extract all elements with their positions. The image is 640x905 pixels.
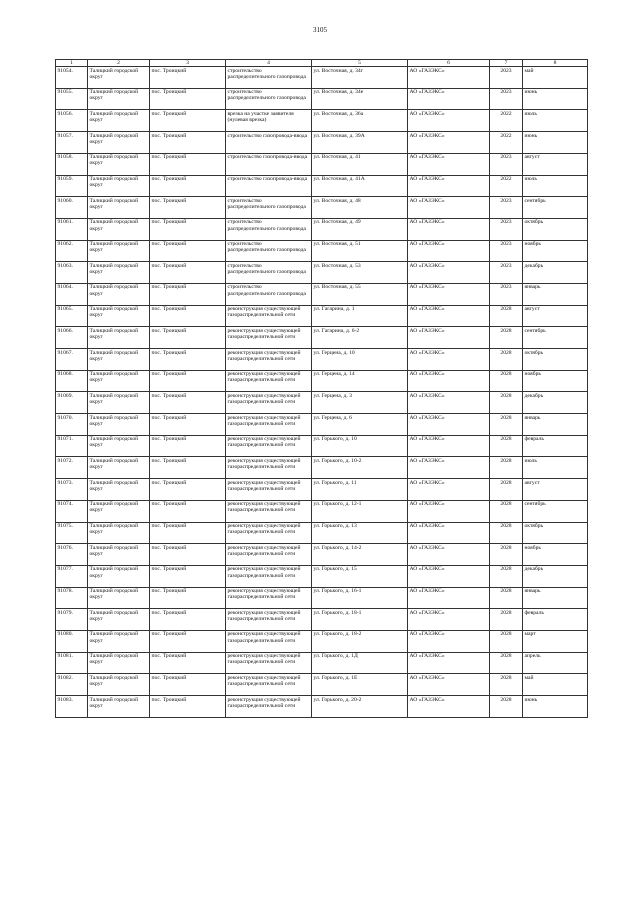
locality-cell: пос. Троицкий [150,240,226,262]
row-number: 91057. [56,132,88,154]
row-number: 91078. [56,587,88,609]
address-cell: ул. Гагарина, д. 1 [312,305,408,327]
column-header: 3 [150,60,226,67]
work-type-cell: врезка на участке заявителя (нулевая врезка) [226,110,312,132]
row-number: 91076. [56,544,88,566]
month-cell: сентябрь [523,197,588,219]
address-cell: ул. Герцена, д. 10 [312,349,408,371]
locality-cell: пос. Троицкий [150,262,226,284]
address-cell: ул. Горького, д. 14-2 [312,544,408,566]
row-number: 91073. [56,479,88,501]
month-cell: сентябрь [523,500,588,522]
district-cell: Талицкий городской округ [88,696,150,718]
column-header: 4 [226,60,312,67]
column-header: 8 [523,60,588,67]
company-cell: АО «ГАЗЭКС» [408,305,490,327]
locality-cell: пос. Троицкий [150,414,226,436]
locality-cell: пос. Троицкий [150,544,226,566]
company-cell: АО «ГАЗЭКС» [408,609,490,631]
company-cell: АО «ГАЗЭКС» [408,565,490,587]
address-cell: ул. Герцена, д. 3 [312,392,408,414]
table-row [56,609,588,631]
work-type-cell: реконструкция существующей газораспределительной сети [226,587,312,609]
row-number: 91063. [56,262,88,284]
work-type-cell: реконструкция существующей газораспределительной сети [226,305,312,327]
year-cell: 2028 [490,630,523,652]
district-cell: Талицкий городской округ [88,370,150,392]
row-number: 91081. [56,652,88,674]
row-number: 91068. [56,370,88,392]
district-cell: Талицкий городской округ [88,435,150,457]
district-cell: Талицкий городской округ [88,522,150,544]
address-cell: ул. Горького, д. 12-1 [312,500,408,522]
locality-cell: пос. Троицкий [150,522,226,544]
month-cell: ноябрь [523,240,588,262]
locality-cell: пос. Троицкий [150,630,226,652]
table-row [56,674,588,696]
company-cell: АО «ГАЗЭКС» [408,587,490,609]
district-cell: Талицкий городской округ [88,587,150,609]
table-row [56,88,588,110]
month-cell: ноябрь [523,370,588,392]
address-cell: ул. Восточная, д. 48 [312,197,408,219]
company-cell: АО «ГАЗЭКС» [408,500,490,522]
table-row [56,587,588,609]
year-cell: 2028 [490,522,523,544]
year-cell: 2028 [490,414,523,436]
work-type-cell: строительство газопровода-ввода [226,153,312,175]
address-cell: ул. Восточная, д. 34г [312,67,408,89]
district-cell: Талицкий городской округ [88,479,150,501]
address-cell: ул. Горького, д. 18-1 [312,609,408,631]
company-cell: АО «ГАЗЭКС» [408,175,490,197]
year-cell: 2022 [490,132,523,154]
year-cell: 2028 [490,327,523,349]
year-cell: 2023 [490,240,523,262]
month-cell: июнь [523,88,588,110]
row-number: 91060. [56,197,88,219]
address-cell: ул. Восточная, д. 41 [312,153,408,175]
company-cell: АО «ГАЗЭКС» [408,630,490,652]
year-cell: 2028 [490,696,523,718]
work-type-cell: реконструкция существующей газораспределительной сети [226,327,312,349]
district-cell: Талицкий городской округ [88,349,150,371]
work-type-cell: строительство распределительного газопровода [226,240,312,262]
year-cell: 2023 [490,88,523,110]
address-cell: ул. Восточная, д. 51 [312,240,408,262]
locality-cell: пос. Троицкий [150,457,226,479]
locality-cell: пос. Троицкий [150,696,226,718]
work-type-cell: строительство газопровода-ввода [226,175,312,197]
company-cell: АО «ГАЗЭКС» [408,696,490,718]
address-cell: ул. Восточная, д. 53 [312,262,408,284]
row-number: 91082. [56,674,88,696]
company-cell: АО «ГАЗЭКС» [408,262,490,284]
address-cell: ул. Горького, д. 10 [312,435,408,457]
month-cell: октябрь [523,349,588,371]
locality-cell: пос. Троицкий [150,197,226,219]
address-cell: ул. Горького, д. 1Д [312,652,408,674]
month-cell: январь [523,587,588,609]
district-cell: Талицкий городской округ [88,88,150,110]
month-cell: октябрь [523,522,588,544]
table-row [56,305,588,327]
locality-cell: пос. Троицкий [150,587,226,609]
locality-cell: пос. Троицкий [150,175,226,197]
company-cell: АО «ГАЗЭКС» [408,457,490,479]
locality-cell: пос. Троицкий [150,370,226,392]
year-cell: 2023 [490,153,523,175]
year-cell: 2028 [490,457,523,479]
locality-cell: пос. Троицкий [150,88,226,110]
row-number: 91072. [56,457,88,479]
district-cell: Талицкий городской округ [88,240,150,262]
table-row [56,175,588,197]
work-type-cell: реконструкция существующей газораспределительной сети [226,696,312,718]
work-type-cell: реконструкция существующей газораспределительной сети [226,370,312,392]
locality-cell: пос. Троицкий [150,349,226,371]
district-cell: Талицкий городской округ [88,305,150,327]
month-cell: декабрь [523,392,588,414]
work-type-cell: реконструкция существующей газораспределительной сети [226,674,312,696]
locality-cell: пос. Троицкий [150,153,226,175]
table-row [56,392,588,414]
company-cell: АО «ГАЗЭКС» [408,283,490,305]
month-cell: октябрь [523,218,588,240]
district-cell: Талицкий городской округ [88,67,150,89]
work-type-cell: реконструкция существующей газораспределительной сети [226,630,312,652]
table-row [56,696,588,718]
company-cell: АО «ГАЗЭКС» [408,674,490,696]
work-type-cell: реконструкция существующей газораспределительной сети [226,435,312,457]
work-type-cell: строительство распределительного газопровода [226,218,312,240]
row-number: 91054. [56,67,88,89]
column-header: 5 [312,60,408,67]
address-cell: ул. Горького, д. 18-2 [312,630,408,652]
locality-cell: пос. Троицкий [150,392,226,414]
work-type-cell: реконструкция существующей газораспределительной сети [226,392,312,414]
month-cell: июнь [523,696,588,718]
year-cell: 2022 [490,110,523,132]
company-cell: АО «ГАЗЭКС» [408,327,490,349]
district-cell: Талицкий городской округ [88,630,150,652]
locality-cell: пос. Троицкий [150,500,226,522]
work-type-cell: реконструкция существующей газораспределительной сети [226,609,312,631]
table-row [56,132,588,154]
district-cell: Талицкий городской округ [88,414,150,436]
address-cell: ул. Восточная, д. 41А [312,175,408,197]
table-row [56,500,588,522]
locality-cell: пос. Троицкий [150,652,226,674]
work-type-cell: реконструкция существующей газораспределительной сети [226,414,312,436]
district-cell: Талицкий городской округ [88,262,150,284]
month-cell: декабрь [523,565,588,587]
column-header: 1 [56,60,88,67]
table-row [56,479,588,501]
row-number: 91080. [56,630,88,652]
locality-cell: пос. Троицкий [150,609,226,631]
year-cell: 2028 [490,305,523,327]
address-cell: ул. Горького, д. 10-2 [312,457,408,479]
row-number: 91055. [56,88,88,110]
year-cell: 2028 [490,587,523,609]
address-cell: ул. Горького, д. 16-1 [312,587,408,609]
table-row [56,652,588,674]
work-type-cell: реконструкция существующей газораспределительной сети [226,652,312,674]
year-cell: 2028 [490,565,523,587]
row-number: 91074. [56,500,88,522]
row-number: 91079. [56,609,88,631]
table-row [56,283,588,305]
locality-cell: пос. Троицкий [150,565,226,587]
address-cell: ул. Гагарина, д. 6-2 [312,327,408,349]
column-number-header-row [56,60,588,67]
work-type-cell: строительство распределительного газопровода [226,88,312,110]
company-cell: АО «ГАЗЭКС» [408,414,490,436]
month-cell: август [523,153,588,175]
locality-cell: пос. Троицкий [150,110,226,132]
month-cell: май [523,674,588,696]
row-number: 91075. [56,522,88,544]
table-row [56,218,588,240]
work-type-cell: строительство газопровода-ввода [226,132,312,154]
district-cell: Талицкий городской округ [88,327,150,349]
address-cell: ул. Восточная, д. 34е [312,88,408,110]
month-cell: сентябрь [523,327,588,349]
year-cell: 2028 [490,435,523,457]
company-cell: АО «ГАЗЭКС» [408,544,490,566]
address-cell: ул. Горького, д. 13 [312,522,408,544]
table-row [56,630,588,652]
month-cell: февраль [523,435,588,457]
row-number: 91064. [56,283,88,305]
year-cell: 2028 [490,349,523,371]
row-number: 91069. [56,392,88,414]
table-row [56,262,588,284]
district-cell: Талицкий городской округ [88,652,150,674]
district-cell: Талицкий городской округ [88,565,150,587]
work-type-cell: реконструкция существующей газораспределительной сети [226,457,312,479]
address-cell: ул. Восточная, д. 36а [312,110,408,132]
company-cell: АО «ГАЗЭКС» [408,132,490,154]
row-number: 91070. [56,414,88,436]
district-cell: Талицкий городской округ [88,283,150,305]
table-row [56,414,588,436]
company-cell: АО «ГАЗЭКС» [408,370,490,392]
table-row [56,370,588,392]
column-header: 2 [88,60,150,67]
row-number: 91083. [56,696,88,718]
locality-cell: пос. Троицкий [150,327,226,349]
row-number: 91067. [56,349,88,371]
column-header: 6 [408,60,490,67]
table-row [56,544,588,566]
month-cell: июль [523,457,588,479]
locality-cell: пос. Троицкий [150,435,226,457]
row-number: 91065. [56,305,88,327]
table-row [56,349,588,371]
table-row [56,457,588,479]
address-cell: ул. Восточная, д. 39А [312,132,408,154]
year-cell: 2028 [490,609,523,631]
year-cell: 2028 [490,544,523,566]
company-cell: АО «ГАЗЭКС» [408,435,490,457]
locality-cell: пос. Троицкий [150,67,226,89]
row-number: 91077. [56,565,88,587]
year-cell: 2028 [490,674,523,696]
month-cell: август [523,305,588,327]
locality-cell: пос. Троицкий [150,283,226,305]
table-row [56,240,588,262]
district-cell: Талицкий городской округ [88,500,150,522]
table-row [56,197,588,219]
month-cell: январь [523,414,588,436]
locality-cell: пос. Троицкий [150,218,226,240]
company-cell: АО «ГАЗЭКС» [408,392,490,414]
work-type-cell: строительство распределительного газопровода [226,262,312,284]
page-number: 3105 [313,26,327,34]
locality-cell: пос. Троицкий [150,674,226,696]
year-cell: 2028 [490,392,523,414]
table-row [56,565,588,587]
year-cell: 2028 [490,652,523,674]
district-cell: Талицкий городской округ [88,674,150,696]
locality-cell: пос. Троицкий [150,132,226,154]
column-header: 7 [490,60,523,67]
row-number: 91058. [56,153,88,175]
row-number: 91056. [56,110,88,132]
work-type-cell: реконструкция существующей газораспределительной сети [226,544,312,566]
address-cell: ул. Герцена, д. 14 [312,370,408,392]
row-number: 91059. [56,175,88,197]
year-cell: 2028 [490,500,523,522]
month-cell: январь [523,283,588,305]
company-cell: АО «ГАЗЭКС» [408,67,490,89]
month-cell: июнь [523,132,588,154]
table-body [56,60,588,718]
work-type-cell: строительство распределительного газопровода [226,197,312,219]
district-cell: Талицкий городской округ [88,110,150,132]
year-cell: 2028 [490,370,523,392]
month-cell: ноябрь [523,544,588,566]
company-cell: АО «ГАЗЭКС» [408,153,490,175]
work-type-cell: строительство распределительного газопровода [226,283,312,305]
month-cell: август [523,479,588,501]
company-cell: АО «ГАЗЭКС» [408,522,490,544]
company-cell: АО «ГАЗЭКС» [408,218,490,240]
district-cell: Талицкий городской округ [88,609,150,631]
company-cell: АО «ГАЗЭКС» [408,349,490,371]
work-type-cell: реконструкция существующей газораспределительной сети [226,522,312,544]
year-cell: 2022 [490,175,523,197]
company-cell: АО «ГАЗЭКС» [408,479,490,501]
table-row [56,435,588,457]
year-cell: 2023 [490,262,523,284]
table-row [56,153,588,175]
work-type-cell: строительство распределительного газопровода [226,67,312,89]
district-cell: Талицкий городской округ [88,544,150,566]
table-row [56,67,588,89]
work-type-cell: реконструкция существующей газораспределительной сети [226,479,312,501]
district-cell: Талицкий городской округ [88,457,150,479]
district-cell: Талицкий городской округ [88,392,150,414]
year-cell: 2023 [490,283,523,305]
district-cell: Талицкий городской округ [88,218,150,240]
address-cell: ул. Восточная, д. 55 [312,283,408,305]
table-row [56,110,588,132]
company-cell: АО «ГАЗЭКС» [408,240,490,262]
address-cell: ул. Восточная, д. 49 [312,218,408,240]
locality-cell: пос. Троицкий [150,305,226,327]
locality-cell: пос. Троицкий [150,479,226,501]
row-number: 91061. [56,218,88,240]
district-cell: Талицкий городской округ [88,153,150,175]
company-cell: АО «ГАЗЭКС» [408,88,490,110]
district-cell: Талицкий городской округ [88,197,150,219]
month-cell: апрель [523,652,588,674]
month-cell: июль [523,110,588,132]
month-cell: май [523,67,588,89]
row-number: 91062. [56,240,88,262]
company-cell: АО «ГАЗЭКС» [408,110,490,132]
year-cell: 2028 [490,479,523,501]
address-cell: ул. Горького, д. 11 [312,479,408,501]
year-cell: 2023 [490,67,523,89]
gasification-schedule-table [55,59,588,718]
work-type-cell: реконструкция существующей газораспределительной сети [226,500,312,522]
table-row [56,522,588,544]
company-cell: АО «ГАЗЭКС» [408,197,490,219]
row-number: 91066. [56,327,88,349]
work-type-cell: реконструкция существующей газораспределительной сети [226,565,312,587]
district-cell: Талицкий городской округ [88,175,150,197]
month-cell: февраль [523,609,588,631]
company-cell: АО «ГАЗЭКС» [408,652,490,674]
month-cell: март [523,630,588,652]
work-type-cell: реконструкция существующей газораспределительной сети [226,349,312,371]
month-cell: июль [523,175,588,197]
address-cell: ул. Герцена, д. 6 [312,414,408,436]
address-cell: ул. Горького, д. 1Е [312,674,408,696]
address-cell: ул. Горького, д. 15 [312,565,408,587]
address-cell: ул. Горького, д. 20-2 [312,696,408,718]
month-cell: декабрь [523,262,588,284]
district-cell: Талицкий городской округ [88,132,150,154]
year-cell: 2023 [490,197,523,219]
table-row [56,327,588,349]
row-number: 91071. [56,435,88,457]
year-cell: 2023 [490,218,523,240]
